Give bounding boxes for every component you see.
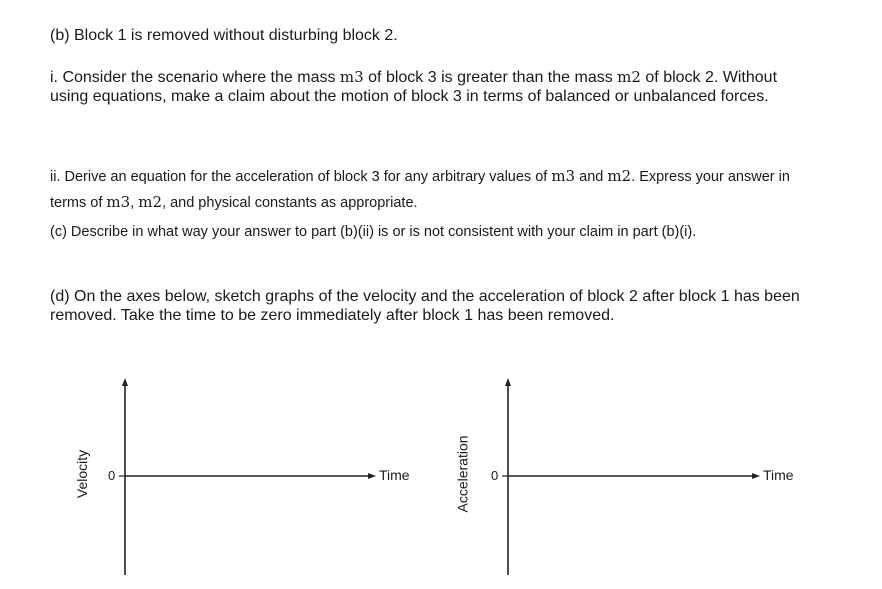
velocity-x-arrowhead — [368, 473, 376, 479]
mass-m3-symbol: m3 — [551, 167, 576, 185]
part-c-prompt — [50, 223, 830, 242]
part-b-i-prompt — [50, 68, 810, 106]
part-b-ii-text-4: , — [130, 195, 139, 211]
part-b-i-text-1: i. Consider the scenario where the mass — [50, 69, 340, 86]
acceleration-x-arrowhead — [752, 473, 760, 479]
part-b-i-text-2: of block 3 is greater than the mass — [363, 69, 618, 86]
acceleration-y-arrowhead — [505, 378, 511, 386]
part-b-ii-text-1: ii. Derive an equation for the acceleration of block 3 for any arbitrary values of — [50, 169, 552, 185]
velocity-time-label: Time — [379, 467, 410, 483]
part-b-ii-text-3: . Express your answer in terms of — [50, 169, 790, 211]
velocity-zero-label: 0 — [108, 468, 116, 483]
part-b-i-text-3: of block 2. Without using equations, make a claim about the motion of block 3 in terms of balanced or unbalanced forces. — [50, 69, 778, 105]
part-b-text: (b) Block 1 is removed without disturbing block 2. — [50, 27, 398, 44]
mass-m3-symbol: m3 — [339, 68, 364, 86]
part-d-text: (d) On the axes below, sketch graphs of the velocity and the acceleration of block 2 after block 1 has been removed. Take the time to be zero immediately after block 1 has been removed. — [50, 288, 800, 324]
part-c-text: (c) Describe in what way your answer to part (b)(ii) is or is not consistent with your claim in part (b)(i). — [50, 224, 697, 240]
part-b-ii-text-2: and — [575, 169, 608, 185]
part-b-ii-prompt — [50, 164, 830, 216]
velocity-y-label: Velocity — [74, 449, 91, 499]
acceleration-axes-svg — [450, 370, 810, 580]
part-d-prompt — [50, 287, 850, 325]
part-b-prompt — [50, 26, 830, 45]
velocity-axes-svg — [70, 370, 430, 580]
acceleration-time-axes[interactable] — [450, 370, 870, 580]
mass-m2-symbol: m2 — [617, 68, 641, 86]
acceleration-time-label: Time — [763, 467, 794, 483]
velocity-y-arrowhead — [122, 378, 128, 386]
velocity-time-axes[interactable] — [70, 370, 490, 580]
acceleration-y-label: Acceleration — [454, 435, 471, 513]
mass-m2-symbol: m2 — [607, 167, 632, 185]
part-b-ii-text-5: , and physical constants as appropriate. — [162, 195, 418, 211]
acceleration-zero-label: 0 — [491, 468, 499, 483]
mass-m3-symbol: m3 — [106, 193, 131, 211]
mass-m2-symbol: m2 — [138, 193, 163, 211]
